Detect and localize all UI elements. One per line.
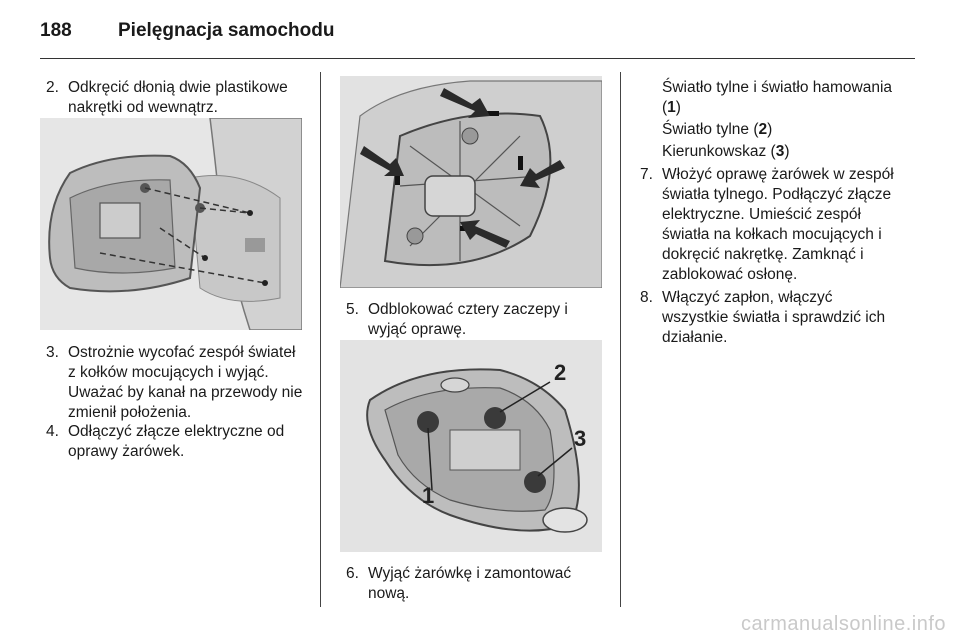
figure-tail-light-nuts <box>40 118 302 330</box>
watermark: carmanualsonline.info <box>740 613 946 635</box>
callout-3: 3 <box>574 426 587 451</box>
tail-light-nuts-illustration <box>40 118 302 330</box>
bulb-positions-illustration <box>340 340 602 552</box>
legend-3: Kierunkowskaz (3) <box>662 143 790 160</box>
column-divider-1 <box>320 72 321 607</box>
page-title: Pielęgnacja samochodu <box>118 20 335 41</box>
figure-bulb-positions <box>340 340 602 552</box>
bulb-holder-clips-illustration <box>340 76 602 288</box>
page-header <box>40 18 915 58</box>
figure-bulb-holder-clips <box>340 76 602 288</box>
legend-2: Światło tylne (2) <box>662 121 773 138</box>
legend-1: Światło tylne i światło hamowania (1) <box>662 79 893 116</box>
page-number: 188 <box>40 20 72 41</box>
callout-1: 1 <box>422 483 435 508</box>
column-divider-2 <box>620 72 621 607</box>
header-rule <box>40 58 915 59</box>
callout-2: 2 <box>554 360 567 385</box>
